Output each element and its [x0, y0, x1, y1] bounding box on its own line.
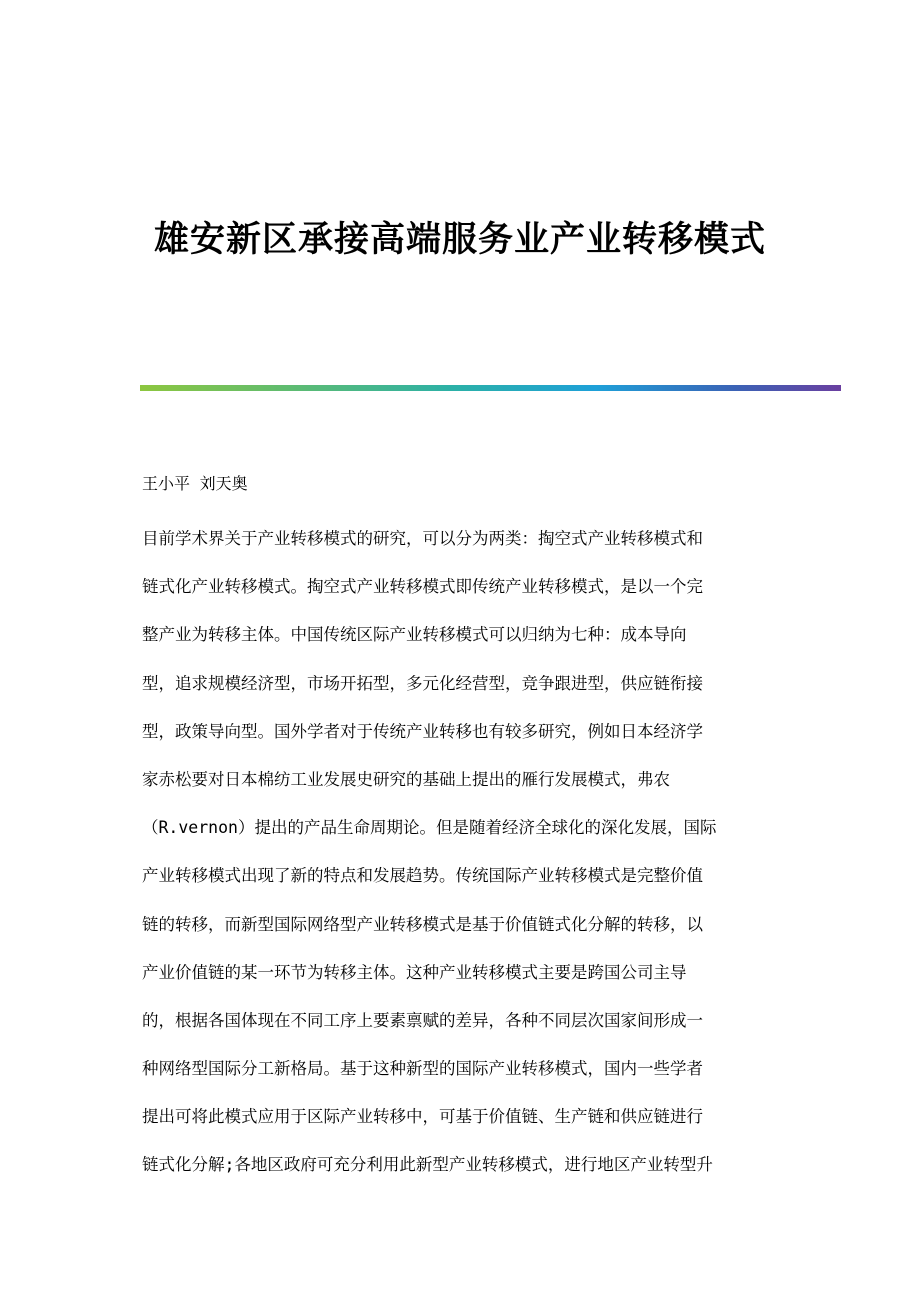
- document-title: 雄安新区承接高端服务业产业转移模式: [153, 219, 766, 260]
- body-line: 整产业为转移主体。中国传统区际产业转移模式可以归纳为七种：成本导向: [142, 625, 687, 645]
- body-line: 产业价值链的某一环节为转移主体。这种产业转移模式主要是跨国公司主导: [142, 962, 687, 982]
- body-line: （R.vernon）提出的产品生命周期论。但是随着经济全球化的深化发展，国际: [142, 818, 717, 838]
- document-body: [142, 525, 782, 1200]
- body-line: 型，政策导向型。国外学者对于传统产业转移也有较多研究，例如日本经济学: [142, 721, 703, 741]
- body-line: 链的转移，而新型国际网络型产业转移模式是基于价值链式化分解的转移，以: [142, 914, 703, 934]
- body-line: 链式化产业转移模式。掏空式产业转移模式即传统产业转移模式，是以一个完: [142, 577, 703, 597]
- body-line: 产业转移模式出现了新的特点和发展趋势。传统国际产业转移模式是完整价值: [142, 866, 703, 886]
- body-line: 提出可将此模式应用于区际产业转移中，可基于价值链、生产链和供应链进行: [142, 1107, 703, 1127]
- body-line: 型，追求规模经济型，市场开拓型，多元化经营型，竞争跟进型，供应链衔接: [142, 673, 703, 693]
- body-line: 链式化分解;各地区政府可充分利用此新型产业转移模式，进行地区产业转型升: [142, 1155, 713, 1175]
- body-line: 的，根据各国体现在不同工序上要素禀赋的差异，各种不同层次国家间形成一: [142, 1010, 703, 1030]
- body-line: 种网络型国际分工新格局。基于这种新型的国际产业转移模式，国内一些学者: [142, 1059, 703, 1079]
- body-line: 家赤松要对日本棉纺工业发展史研究的基础上提出的雁行发展模式，弗农: [142, 769, 670, 789]
- body-line: 目前学术界关于产业转移模式的研究，可以分为两类：掏空式产业转移模式和: [142, 529, 703, 548]
- title-divider: [140, 385, 841, 391]
- document-authors: 王小平 刘天奥: [142, 474, 248, 493]
